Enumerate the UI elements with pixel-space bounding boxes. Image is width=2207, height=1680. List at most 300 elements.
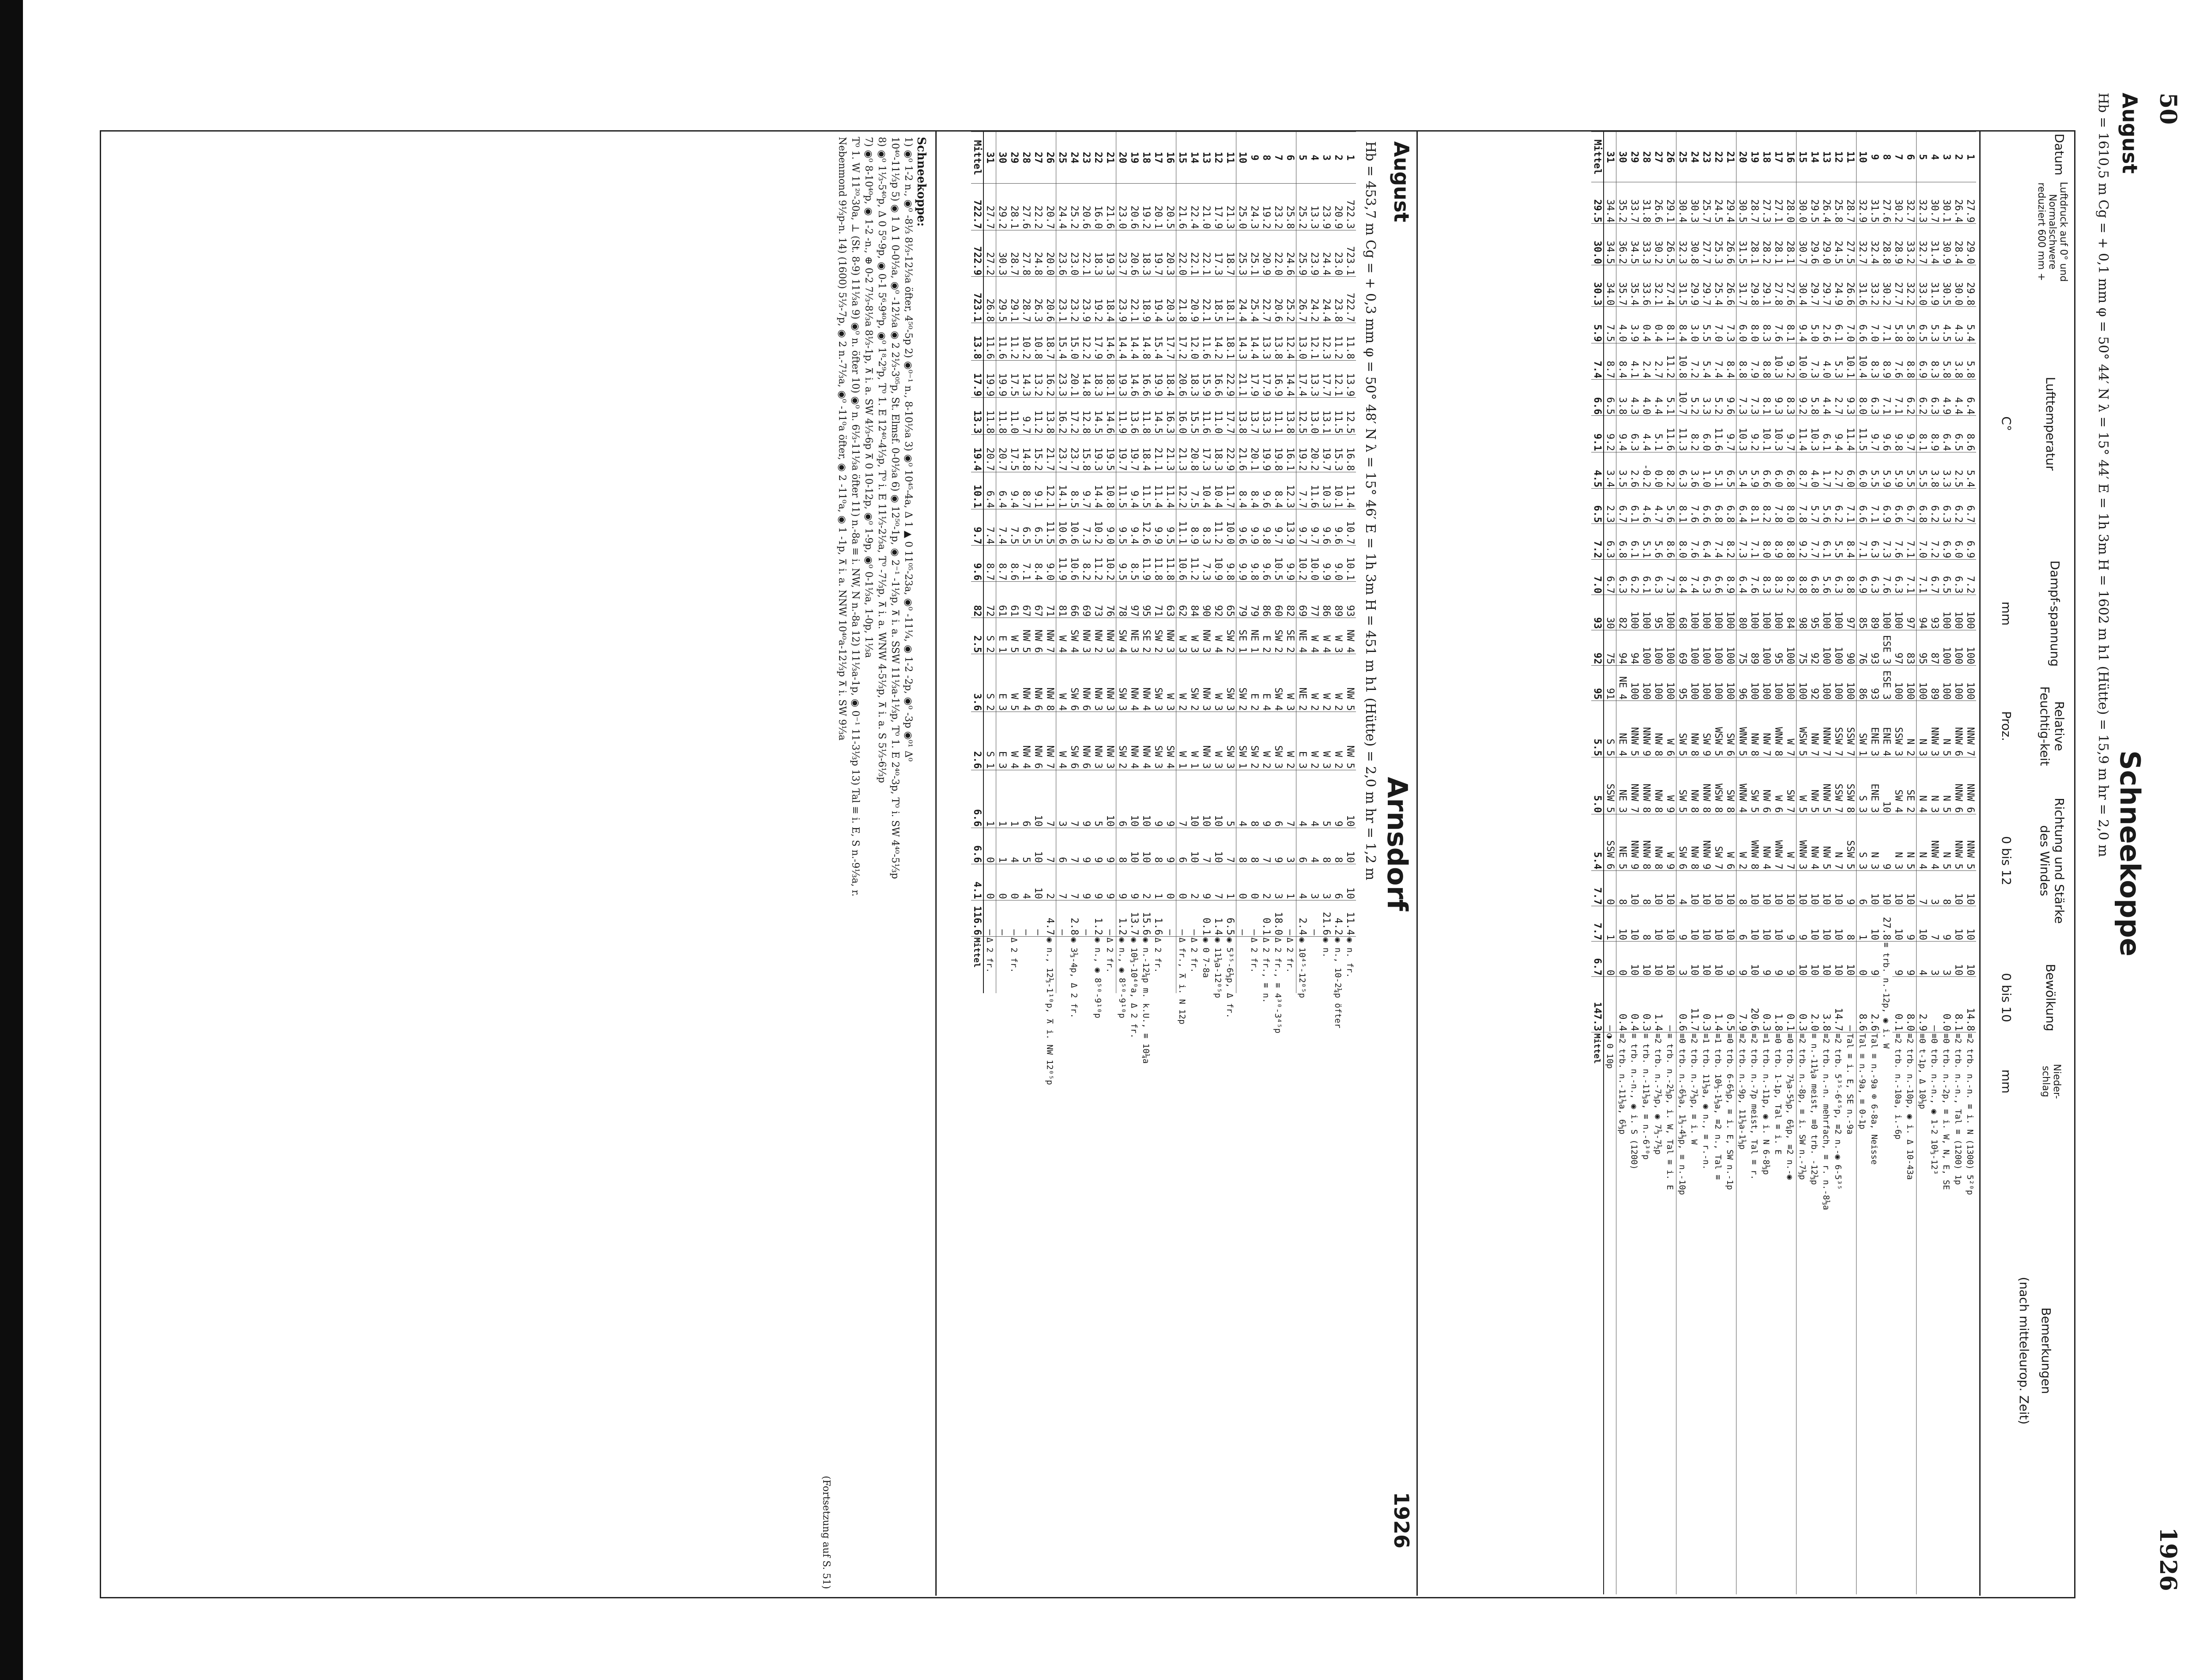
table-row <box>996 132 1009 1594</box>
day-cell: 25 <box>1676 132 1689 182</box>
value-cell: 8.3 <box>1200 509 1212 546</box>
value-cell: 722.3 <box>1344 184 1356 230</box>
value-cell: 30.7 <box>1928 182 1940 224</box>
header-feuchte-unit: Proz. <box>1999 711 2014 742</box>
value-cell: 19.5 <box>1104 435 1116 472</box>
value-cell: 0 <box>1604 942 1616 977</box>
value-cell: 11.4 <box>1152 472 1164 509</box>
value-cell: 24.4 <box>1320 230 1332 276</box>
day-cell: 20 <box>1736 132 1749 182</box>
value-cell: 5.2 <box>1688 379 1700 415</box>
value-cell: 23.7 <box>1068 435 1080 472</box>
value-cell: — <box>1164 900 1176 936</box>
value-cell: SW 3 <box>1116 654 1129 712</box>
value-cell: 89 <box>1332 582 1344 618</box>
value-cell: SW 2 <box>1248 712 1260 770</box>
value-cell: 30.4 <box>1796 265 1809 307</box>
value-cell: 6.4 <box>983 472 996 509</box>
value-cell: 12.5 <box>1344 398 1356 435</box>
value-cell: 7.0 <box>1868 307 1880 343</box>
remark-cell <box>1032 936 1044 993</box>
value-cell: 1 <box>1857 906 1869 941</box>
value-cell: WNW 8 <box>1772 701 1784 757</box>
value-cell: 30.0 <box>1952 265 1964 307</box>
value-cell: 35.2 <box>1616 182 1629 224</box>
value-cell: NNW 5 <box>1952 814 1964 870</box>
value-cell: 10 <box>1344 864 1356 900</box>
table-row <box>1857 132 1869 1595</box>
value-cell: 89 <box>1928 665 1940 701</box>
value-cell: 24.3 <box>1248 184 1260 230</box>
value-cell: NW 7 <box>1044 712 1056 770</box>
table-row <box>1940 132 1952 1595</box>
value-cell: — <box>1604 977 1616 1032</box>
header-bewoelkung-unit: 0 bis 10 <box>1999 973 2014 1022</box>
value-cell: 9.7 <box>971 509 983 546</box>
value-cell: 60 <box>1272 582 1284 618</box>
value-cell: 7.5 <box>1604 307 1616 343</box>
value-cell: 10 <box>1688 870 1700 906</box>
table-row <box>1604 132 1616 1595</box>
table-row <box>1332 132 1344 1594</box>
value-cell: 9.0 <box>1044 546 1056 582</box>
remark-cell: Δ 2 fr., ≡ 4³⁰-3⁴⁵p <box>1272 936 1284 993</box>
value-cell: 23.9 <box>1308 230 1320 276</box>
value-cell: 5.8 <box>1892 307 1904 343</box>
value-cell: SW 3 <box>1224 712 1236 770</box>
day-cell: 15 <box>1176 132 1189 184</box>
value-cell: — <box>1308 900 1320 936</box>
remark-cell: ≡2 trb. n.-7p meist, Tal ≡ r. <box>1748 1032 1760 1594</box>
value-cell: 10.2 <box>1092 509 1104 546</box>
value-cell: W 1 <box>1176 712 1189 770</box>
section-rule <box>1416 130 1418 1596</box>
remark-cell <box>996 936 1009 993</box>
value-cell: 25.4 <box>1712 265 1724 307</box>
value-cell: SW 6 <box>1068 712 1080 770</box>
value-cell: 4.9 <box>1940 379 1952 415</box>
value-cell: 722.9 <box>971 230 983 276</box>
value-cell: 2.0 <box>1808 977 1820 1032</box>
header-niederschlag: Nieder-schlag <box>2040 1064 2062 1099</box>
value-cell: 22.0 <box>1176 230 1189 276</box>
value-cell: 10.0 <box>1308 546 1320 582</box>
value-cell: 10 <box>1616 906 1629 941</box>
table-row <box>1152 132 1164 1594</box>
value-cell: 9 <box>1940 906 1952 941</box>
value-cell: 6.3 <box>1652 559 1664 595</box>
value-cell: 100 <box>1772 595 1784 630</box>
value-cell: 32.7 <box>1917 224 1929 265</box>
value-cell: 12.1 <box>1332 360 1344 397</box>
value-cell: 22.0 <box>1272 230 1284 276</box>
value-cell: 8 <box>1248 770 1260 828</box>
value-cell: 100 <box>1892 665 1904 701</box>
value-cell: 19.2 <box>1296 435 1309 472</box>
value-cell: 1 <box>983 770 996 828</box>
value-cell: 61 <box>1008 582 1020 618</box>
value-cell: 4.5 <box>1940 307 1952 343</box>
value-cell: 13.8 <box>1236 398 1249 435</box>
value-cell: 10 <box>1844 942 1857 977</box>
value-cell: 85 <box>1857 595 1869 630</box>
value-cell: E 3 <box>996 654 1009 712</box>
value-cell: S 3 <box>1857 757 1869 814</box>
value-cell: 2.7 <box>1832 452 1844 488</box>
value-cell: NW 4 <box>1128 654 1140 712</box>
value-cell: E 1 <box>996 618 1009 654</box>
value-cell: 10.2 <box>1296 546 1309 582</box>
value-cell: 6.3 <box>1928 379 1940 415</box>
value-cell: 6.7 <box>1928 559 1940 595</box>
value-cell: 6.6 <box>1591 379 1604 415</box>
value-cell: 9 <box>1152 770 1164 828</box>
table-row <box>1344 132 1356 1594</box>
value-cell: 7.0 <box>1917 524 1929 559</box>
value-cell: 4.3 <box>1952 307 1964 343</box>
table-row <box>1080 132 1092 1594</box>
value-cell: 6.3 <box>1868 559 1880 595</box>
value-cell: 10 <box>1700 942 1712 977</box>
value-cell: W 2 <box>1332 654 1344 712</box>
mean-row <box>971 132 983 1594</box>
value-cell: 25.2 <box>1284 276 1296 323</box>
value-cell: 23.9 <box>1320 184 1332 230</box>
value-cell: 8.5 <box>1068 472 1080 509</box>
value-cell: N 3 <box>1892 814 1904 870</box>
value-cell: 32.7 <box>1904 182 1917 224</box>
value-cell: 6.6 <box>1892 489 1904 524</box>
value-cell: W 4 <box>1212 618 1224 654</box>
value-cell: NW 3 <box>1092 654 1104 712</box>
value-cell: 10 <box>1880 757 1892 814</box>
remark-cell: ◉ n., 12⅓-1¹⁰p, ⊼ i. NW 12⁰⁵p <box>1044 936 1056 993</box>
value-cell: 9.0 <box>1332 546 1344 582</box>
value-cell: 8.0 <box>1784 489 1796 524</box>
table-row <box>1832 132 1844 1595</box>
value-cell: NW 3 <box>1104 618 1116 654</box>
value-cell: 100 <box>1784 630 1796 665</box>
value-cell: 10 <box>1832 870 1844 906</box>
value-cell: 4.0 <box>1808 452 1820 488</box>
value-cell: N 5 <box>1940 701 1952 757</box>
value-cell: 11.4 <box>1796 416 1809 452</box>
value-cell: 4.4 <box>1652 379 1664 415</box>
value-cell: 100 <box>1952 630 1964 665</box>
value-cell: NNW 7 <box>1964 701 1976 757</box>
value-cell: 13.8 <box>1272 323 1284 360</box>
value-cell: 8.8 <box>1760 343 1772 379</box>
remark-cell: ◉ 5³⁵-6⅓p, Δ fr. <box>1224 936 1236 993</box>
value-cell: 6.1 <box>1640 559 1652 595</box>
value-cell: SW 6 <box>1724 701 1736 757</box>
value-cell: E 2 <box>1248 654 1260 712</box>
value-cell: 29.7 <box>1700 265 1712 307</box>
value-cell: E 2 <box>1260 618 1272 654</box>
value-cell: 5.3 <box>1832 343 1844 379</box>
value-cell: 9 <box>1904 942 1917 977</box>
value-cell: 18.1 <box>1224 323 1236 360</box>
value-cell: 18.5 <box>1212 276 1224 323</box>
value-cell: 8.3 <box>1760 559 1772 595</box>
value-cell: SE 1 <box>1236 618 1249 654</box>
value-cell: 29.1 <box>1760 265 1772 307</box>
value-cell: 7 <box>1044 828 1056 864</box>
value-cell: 0.0 <box>1652 452 1664 488</box>
value-cell: 9.4 <box>1832 416 1844 452</box>
value-cell: W 3 <box>1176 618 1189 654</box>
value-cell: SSW 8 <box>1844 757 1857 814</box>
value-cell: NE 3 <box>1128 618 1140 654</box>
value-cell: SW 3 <box>1224 654 1236 712</box>
value-cell: 100 <box>1664 630 1676 665</box>
value-cell: 100 <box>1688 665 1700 701</box>
table-row <box>1724 132 1736 1595</box>
value-cell: 9 <box>1736 942 1749 977</box>
value-cell: 10.9 <box>1212 546 1224 582</box>
value-cell: 10.0 <box>1796 343 1809 379</box>
value-cell: 11.4 <box>1844 416 1857 452</box>
value-cell: 12.2 <box>1176 472 1189 509</box>
value-cell: 22.1 <box>1128 276 1140 323</box>
value-cell: 9 <box>1260 770 1272 828</box>
header-luftdruck: Luftdruck auf 0° und Normalschwere reduziert 600 mm + <box>2036 181 2069 282</box>
value-cell: 5.5 <box>1868 452 1880 488</box>
value-cell: 7.5 <box>1008 509 1020 546</box>
value-cell: 9 <box>1724 942 1736 977</box>
value-cell: 28.2 <box>1760 224 1772 265</box>
value-cell: 3.8 <box>1616 379 1629 415</box>
value-cell: — <box>1248 900 1260 936</box>
value-cell: NW 4 <box>1020 712 1032 770</box>
value-cell: 96 <box>1736 665 1749 701</box>
value-cell: 4.0 <box>1820 343 1832 379</box>
value-cell: 7.6 <box>1688 489 1700 524</box>
value-cell: 8.4 <box>1236 472 1249 509</box>
value-cell: 6.7 <box>1964 489 1976 524</box>
value-cell: 1.4 <box>1712 977 1724 1032</box>
value-cell: 10.8 <box>1104 472 1116 509</box>
value-cell: 27.5 <box>1844 224 1857 265</box>
value-cell: 7.3 <box>1748 379 1760 415</box>
table-row <box>1784 132 1796 1595</box>
value-cell: 8.9 <box>1928 416 1940 452</box>
value-cell: 8.1 <box>1760 379 1772 415</box>
value-cell: 6.3 <box>1628 416 1640 452</box>
value-cell: 65 <box>1224 582 1236 618</box>
table-row <box>1056 132 1069 1594</box>
value-cell: 19.3 <box>1116 360 1129 397</box>
value-cell: 10 <box>1664 942 1676 977</box>
remark-cell: ◉ n. fr. <box>1344 936 1356 993</box>
value-cell: SSW 3 <box>1892 701 1904 757</box>
value-cell: 31.5 <box>1676 265 1689 307</box>
value-cell: 10 <box>1832 906 1844 941</box>
value-cell: 17.2 <box>1068 398 1080 435</box>
value-cell: 10 <box>1200 770 1212 828</box>
value-cell: 100 <box>1820 665 1832 701</box>
value-cell: NNW 8 <box>1700 757 1712 814</box>
value-cell: 11.6 <box>1200 398 1212 435</box>
value-cell: ESE 3 <box>1880 630 1892 665</box>
remark-cell: ◉ n. <box>1320 936 1332 993</box>
remark-cell <box>1080 936 1092 993</box>
value-cell: 10 <box>1748 942 1760 977</box>
value-cell: 6.5 <box>1020 509 1032 546</box>
value-cell: 6.3 <box>1700 559 1712 595</box>
value-cell: 10 <box>1712 942 1724 977</box>
value-cell: SW 2 <box>1188 654 1200 712</box>
value-cell: 10 <box>1808 906 1820 941</box>
value-cell: NW 4 <box>1344 618 1356 654</box>
value-cell: 0 <box>1008 864 1020 900</box>
header-wind: Richtung und Stärke des Windes <box>2038 798 2067 924</box>
value-cell: 30.7 <box>1796 224 1809 265</box>
value-cell: 1.4 <box>1652 977 1664 1032</box>
value-cell: 8 <box>1940 870 1952 906</box>
value-cell: 93 <box>1868 630 1880 665</box>
remark-cell: ≡ trb. n.-11⅓a, ≡ n.-6³⁰p <box>1640 1032 1652 1594</box>
value-cell: 10 <box>1724 870 1736 906</box>
value-cell: 19.7 <box>1152 230 1164 276</box>
table-row <box>1712 132 1724 1595</box>
value-cell: 3.8 <box>1820 977 1832 1032</box>
value-cell: 21.0 <box>1200 184 1212 230</box>
value-cell: 17.5 <box>1008 435 1020 472</box>
value-cell: 32.2 <box>1904 265 1917 307</box>
value-cell: 31.5 <box>1868 182 1880 224</box>
value-cell: 8.0 <box>1676 524 1689 559</box>
value-cell: 98 <box>1796 595 1809 630</box>
value-cell: 9 <box>1200 864 1212 900</box>
value-cell: 26.5 <box>1664 224 1676 265</box>
value-cell: 11.3 <box>1676 416 1689 452</box>
value-cell: SSW 7 <box>1844 701 1857 757</box>
value-cell: 22.1 <box>1200 230 1212 276</box>
remark-cell: Δ 2 fr., ≡ n. <box>1260 936 1272 993</box>
value-cell: NNW 6 <box>1952 701 1964 757</box>
remark-cell: ≡1 trb. n.-11p, ◉ i. N 6-8⅓p <box>1760 1032 1772 1594</box>
schneekoppe-title: Schneekoppe <box>2114 750 2146 957</box>
day-cell: 16 <box>1164 132 1176 184</box>
value-cell: 26.6 <box>1724 224 1736 265</box>
value-cell: 8 <box>1616 870 1629 906</box>
value-cell: 15.0 <box>1068 323 1080 360</box>
value-cell: W 6 <box>1772 757 1784 814</box>
value-cell: 22.1 <box>1080 230 1092 276</box>
value-cell: 100 <box>1940 665 1952 701</box>
value-cell: 22.1 <box>1200 276 1212 323</box>
value-cell: 67 <box>1020 582 1032 618</box>
value-cell: 8.8 <box>1904 343 1917 379</box>
value-cell: 2.6 <box>1820 307 1832 343</box>
value-cell: 28.7 <box>1008 230 1020 276</box>
value-cell: 2 <box>1188 864 1200 900</box>
value-cell: — <box>1056 900 1069 936</box>
value-cell: 8.0 <box>1760 524 1772 559</box>
arnsdorf-table <box>971 132 1356 1594</box>
value-cell: 100 <box>1940 595 1952 630</box>
value-cell: 76 <box>1857 630 1869 665</box>
value-cell: 13.9 <box>1344 360 1356 397</box>
footnote-line: 8) ◉⁰ 1⅓-5⁴⁰p, Δ 0 5⁰-9p, ◉ 0-1 5⁶-9⁴⁰p, ◉⁰ 1⁸-2⁹p, T⁰ 1. E 12⁴⁰-4⅓p, T⁰ i. E 11⅓-2⅓a, T⁰ -7⅓p, ⊼ i. a. WNW 4-5⅓p, ⊼ i. a. S 5⅓-6⅓p <box>876 137 887 783</box>
value-cell: NW 3 <box>1164 618 1176 654</box>
day-cell: 29 <box>1628 132 1640 182</box>
value-cell: 9 <box>1784 942 1796 977</box>
value-cell: 5.1 <box>1652 416 1664 452</box>
value-cell: 8.4 <box>1676 307 1689 343</box>
value-cell: 4.7 <box>1652 489 1664 524</box>
value-cell: 100 <box>1724 595 1736 630</box>
value-cell: 5.4 <box>1964 307 1976 343</box>
value-cell: 7.1 <box>1917 559 1929 595</box>
value-cell: 9.1 <box>1591 416 1604 452</box>
value-cell: 6.8 <box>1616 524 1629 559</box>
value-cell: 14.5 <box>1152 398 1164 435</box>
value-cell: 30 <box>1604 595 1616 630</box>
value-cell: 6.8 <box>1784 452 1796 488</box>
value-cell: 4 <box>1308 770 1320 828</box>
value-cell: 8.6 <box>1664 524 1676 559</box>
value-cell: 11.6 <box>1712 416 1724 452</box>
value-cell: 10 <box>1344 770 1356 828</box>
day-cell: 3 <box>1320 132 1332 184</box>
value-cell: 9.5 <box>1116 546 1129 582</box>
day-cell: 22 <box>1712 132 1724 182</box>
remark-cell: Tal ≡ n.-9a ⊕ 6-8a, Neisse <box>1868 1032 1880 1594</box>
value-cell: 63 <box>1164 582 1176 618</box>
value-cell: 3.6 <box>971 654 983 712</box>
value-cell: 10.2 <box>1104 546 1116 582</box>
value-cell: 92 <box>1212 582 1224 618</box>
value-cell: 0 <box>996 864 1009 900</box>
value-cell: 11.2 <box>1092 546 1104 582</box>
table-row <box>1224 132 1236 1594</box>
value-cell: 13.0 <box>1308 398 1320 435</box>
value-cell: 11.2 <box>1212 509 1224 546</box>
value-cell: 29.5 <box>1808 182 1820 224</box>
value-cell: 0 <box>983 864 996 900</box>
footnote-line: 7) ◉⁰ 8-10⁴⁰p, ◉ 1-2 -n., ⊕ 0-2 7⅓-8⅓a 8⅓-1p, ⊼ i. a. SW 4⅓-6p ⊼ 0 10-12p, ◉⁰ 1-9p, ◉⁰ 0-1⅓a, 1-0p, 1⅓a <box>863 137 874 658</box>
value-cell: 15.5 <box>1188 398 1200 435</box>
day-cell: 27 <box>1652 132 1664 182</box>
day-cell: 2 <box>1332 132 1344 184</box>
value-cell: 8.3 <box>1784 379 1796 415</box>
value-cell: 10 <box>1904 870 1917 906</box>
value-cell: S 1 <box>983 712 996 770</box>
value-cell: 11.9 <box>1116 398 1129 435</box>
value-cell: 9.7 <box>1020 398 1032 435</box>
table-row <box>1008 132 1020 1594</box>
value-cell: 4.4 <box>1952 379 1964 415</box>
value-cell: 8 <box>1640 870 1652 906</box>
value-cell: 100 <box>1664 665 1676 701</box>
remark-cell: Δ 2 fr. <box>1008 936 1020 993</box>
mean-row <box>1591 132 1604 1595</box>
value-cell: 11.2 <box>1664 343 1676 379</box>
value-cell: 6.8 <box>1712 489 1724 524</box>
value-cell: E 3 <box>1296 712 1309 770</box>
value-cell: 27.8 <box>1020 230 1032 276</box>
value-cell: 0.0 <box>1940 977 1952 1032</box>
value-cell: 9.4 <box>1796 307 1809 343</box>
value-cell: 1 <box>996 770 1009 828</box>
value-cell: 14.8 <box>1020 435 1032 472</box>
value-cell: 8.1 <box>1917 416 1929 452</box>
header-temp-unit: C° <box>1999 416 2014 431</box>
value-cell: 24.5 <box>1712 182 1724 224</box>
header-wind-unit: 0 bis 12 <box>1999 836 2014 885</box>
